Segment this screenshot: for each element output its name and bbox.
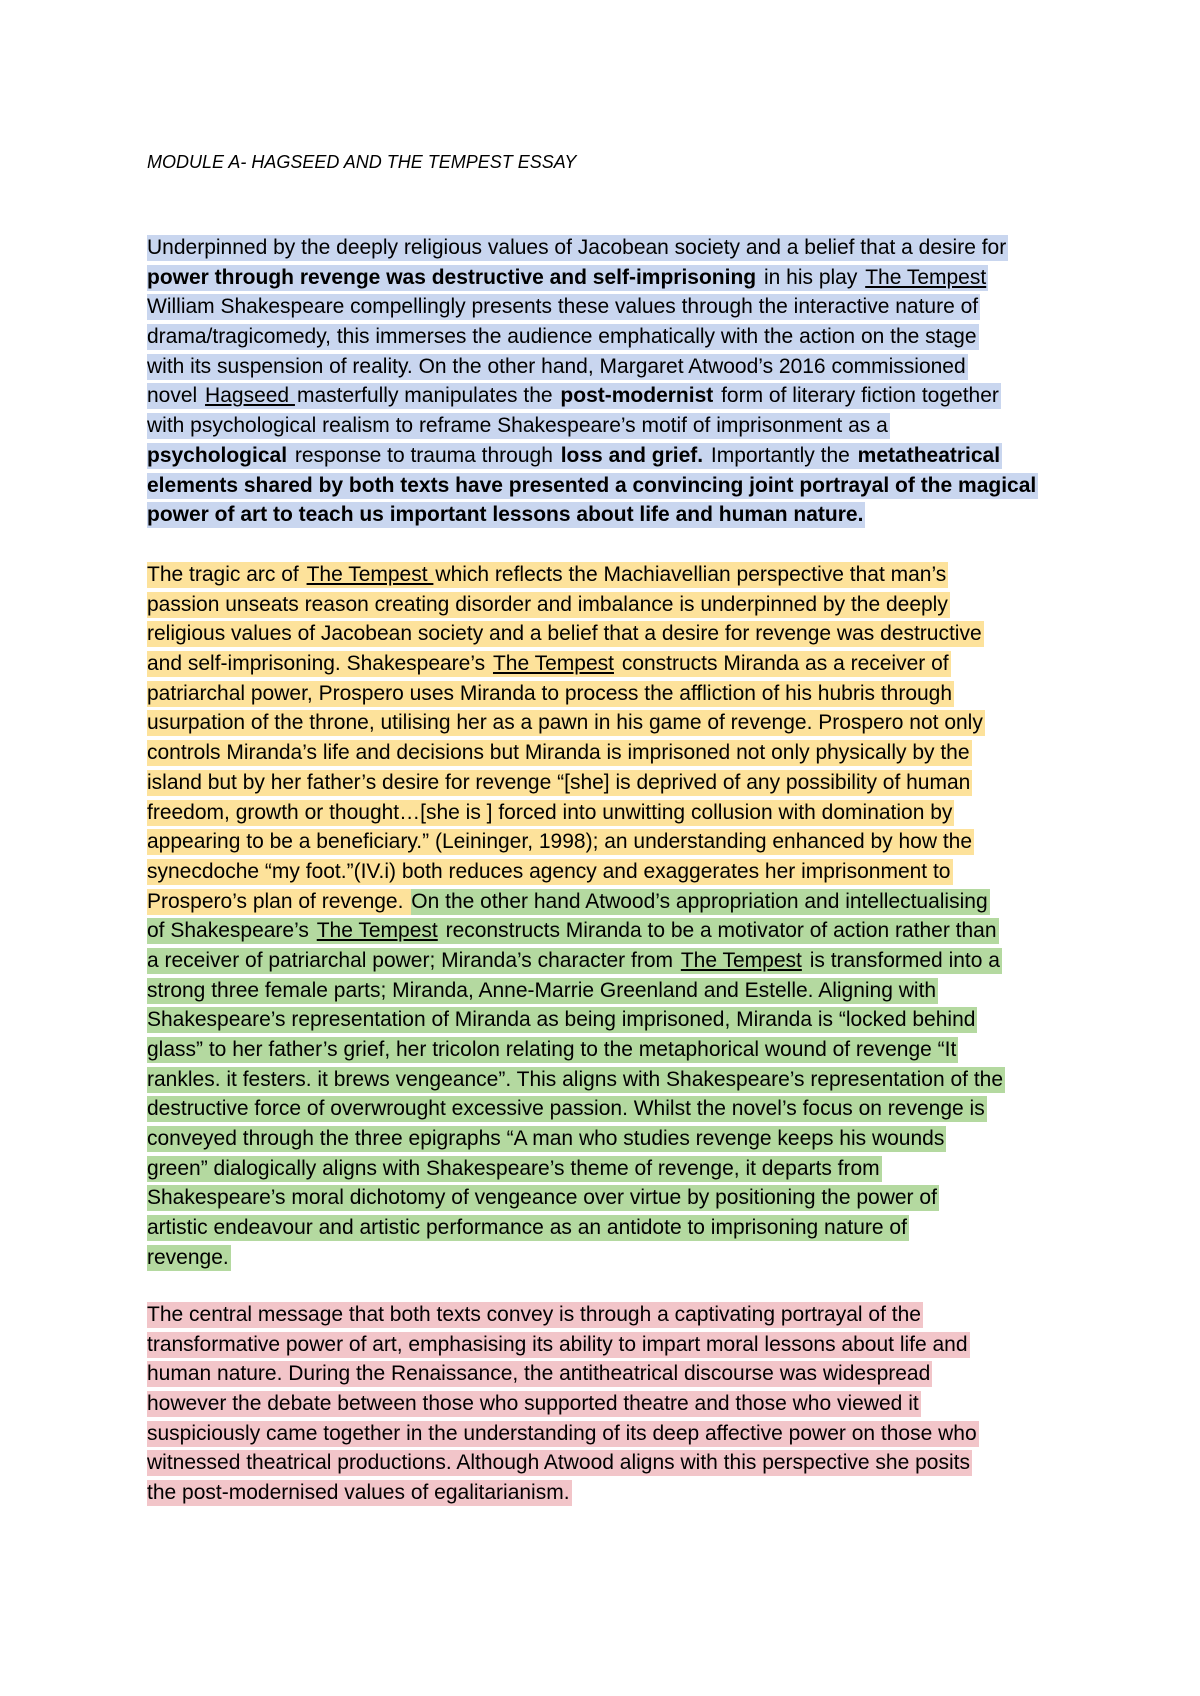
text-run: The tragic arc of — [147, 563, 305, 586]
text-run: Shakespeare’s representation of Miranda as being imprisoned, Miranda is “locked behind — [147, 1008, 976, 1032]
text-run: strong three female parts; Miranda, Anne-Marrie Greenland and Estelle. Aligning with — [147, 978, 937, 1002]
text-run: the post-modernised values of egalitarianism. — [147, 1481, 570, 1505]
title-reference: Hagseed — [205, 384, 295, 408]
text-line — [147, 1035, 1077, 1065]
text-run: synecdoche “my foot.”(IV.i) both reduces agency and exaggerates her imprisonment to — [147, 859, 951, 883]
text-run: island but by her father’s desire for revenge “[she] is deprived of any possibility of human — [147, 770, 971, 794]
bold-text: post-modernist — [560, 384, 714, 408]
text-line — [147, 1419, 1077, 1449]
text-run: suspiciously came together in the understanding of its deep affective power on those who — [147, 1421, 977, 1445]
text-run: revenge. — [147, 1245, 229, 1269]
text-line — [147, 322, 1077, 352]
text-line — [147, 381, 1077, 411]
title-reference: The Tempest — [492, 652, 614, 676]
text-run: appearing to be a beneficiary.” (Leininger, 1998); an understanding enhanced by how the — [147, 830, 973, 854]
text-line — [147, 827, 1077, 857]
title-reference: The Tempest — [680, 948, 802, 972]
text-run: is transformed into a — [803, 948, 1000, 972]
text-run: destructive force of overwrought excessive passion. Whilst the novel’s focus on revenge is — [147, 1097, 985, 1121]
text-run: passion unseats reason creating disorder and imbalance is underpinned by the deeply — [147, 592, 948, 616]
text-line — [147, 1330, 1077, 1360]
text-line — [147, 411, 1077, 441]
text-line — [147, 857, 1077, 887]
text-run: The central message that both texts convey is through a captivating portrayal of the — [147, 1303, 921, 1326]
text-run: a receiver of patriarchal power; Miranda’s character from — [147, 948, 679, 972]
text-run: however the debate between those who supported theatre and those who viewed it — [147, 1392, 919, 1416]
text-run: rankles. it festers. it brews vengeance”. This aligns with Shakespeare’s representation of the — [147, 1067, 1004, 1091]
text-line — [147, 679, 1077, 709]
paragraph-body-2 — [147, 1300, 1077, 1508]
text-line — [147, 887, 1077, 917]
text-line — [147, 976, 1077, 1006]
title-reference: The Tempest — [306, 563, 434, 586]
paragraph-introduction — [147, 233, 1077, 530]
text-line — [147, 1124, 1077, 1154]
text-line — [147, 1478, 1077, 1508]
text-line — [147, 1213, 1077, 1243]
text-line — [147, 471, 1077, 501]
text-line — [147, 649, 1077, 679]
text-line — [147, 500, 1077, 530]
text-run: patriarchal power, Prospero uses Miranda to process the affliction of his hubris through — [147, 681, 953, 705]
text-run: constructs Miranda as a receiver of — [615, 652, 949, 676]
text-run: green” dialogically aligns with Shakespeare’s theme of revenge, it departs from — [147, 1156, 880, 1180]
text-run: novel — [147, 384, 204, 408]
text-run: human nature. During the Renaissance, the antitheatrical discourse was widespread — [147, 1362, 931, 1386]
bold-text: loss and grief. — [560, 443, 704, 467]
title-reference: The Tempest — [865, 265, 987, 289]
document-title: MODULE A- HAGSEED AND THE TEMPEST ESSAY — [147, 152, 577, 172]
text-run: artistic endeavour and artistic performance as an antidote to imprisoning nature of — [147, 1216, 907, 1240]
text-run: drama/tragicomedy, this immerses the audience emphatically with the action on the stage — [147, 325, 977, 349]
text-run: with its suspension of reality. On the other hand, Margaret Atwood’s 2016 commissioned — [147, 354, 966, 378]
text-line — [147, 590, 1077, 620]
bold-text: metatheatrical — [857, 443, 1001, 467]
text-line — [147, 352, 1077, 382]
text-line — [147, 263, 1077, 293]
text-line — [147, 1300, 1077, 1330]
text-line — [147, 619, 1077, 649]
text-run: which reflects the Machiavellian perspective that man’s — [435, 563, 947, 586]
text-run: On the other hand Atwood’s appropriation and intellectualising — [411, 889, 988, 913]
text-run: and self-imprisoning. Shakespeare’s — [147, 652, 491, 676]
text-line — [147, 1389, 1077, 1419]
text-line — [147, 1005, 1077, 1035]
text-run: masterfully manipulates the — [296, 384, 559, 408]
text-run: response to trauma through — [289, 443, 559, 467]
text-run: Underpinned by the deeply religious values of Jacobean society and a belief that a desire for — [147, 236, 1007, 259]
text-run: conveyed through the three epigraphs “A man who studies revenge keeps his wounds — [147, 1127, 945, 1151]
text-run: form of literary fiction together — [715, 384, 999, 408]
bold-text: power of art to teach us important lessons about life and human nature. — [147, 503, 864, 527]
text-run: usurpation of the throne, utilising her as a pawn in his game of revenge. Prospero not only — [147, 711, 983, 735]
text-line — [147, 1448, 1077, 1478]
text-line — [147, 1359, 1077, 1389]
text-run: Shakespeare’s moral dichotomy of vengeance over virtue by positioning the power of — [147, 1186, 937, 1210]
text-line — [147, 768, 1077, 798]
text-run: of Shakespeare’s — [147, 919, 315, 943]
text-run: Importantly the — [705, 443, 856, 467]
text-line — [147, 441, 1077, 471]
text-line — [147, 292, 1077, 322]
text-line — [147, 1154, 1077, 1184]
text-run: witnessed theatrical productions. Although Atwood aligns with this perspective she posits — [147, 1451, 970, 1475]
text-run: William Shakespeare compellingly presents these values through the interactive nature of — [147, 295, 979, 319]
text-line — [147, 916, 1077, 946]
text-run: in his play — [758, 265, 864, 289]
title-reference: The Tempest — [316, 919, 438, 943]
text-line — [147, 1243, 1077, 1273]
text-run: reconstructs Miranda to be a motivator of action rather than — [439, 919, 997, 943]
paragraph-body-1 — [147, 560, 1077, 1273]
bold-text: psychological — [147, 443, 288, 467]
text-line — [147, 946, 1077, 976]
text-line — [147, 1094, 1077, 1124]
text-line — [147, 233, 1077, 263]
text-line — [147, 798, 1077, 828]
bold-text: elements shared by both texts have presented a convincing joint portrayal of the magical — [147, 473, 1037, 497]
text-run: with psychological realism to reframe Shakespeare’s motif of imprisonment as a — [147, 414, 888, 438]
text-line — [147, 1065, 1077, 1095]
text-line — [147, 738, 1077, 768]
text-run: glass” to her father’s grief, her tricolon relating to the metaphorical wound of revenge “It — [147, 1038, 957, 1061]
text-run: religious values of Jacobean society and a belief that a desire for revenge was destructive — [147, 622, 982, 646]
text-run: transformative power of art, emphasising its ability to impart moral lessons about life and — [147, 1332, 968, 1356]
text-run: controls Miranda’s life and decisions but Miranda is imprisoned not only physically by the — [147, 741, 970, 765]
text-line — [147, 708, 1077, 738]
text-line — [147, 560, 1077, 590]
bold-text: power through revenge was destructive and self-imprisoning — [147, 265, 757, 289]
text-run: Prospero’s plan of revenge. — [147, 889, 410, 913]
text-run: freedom, growth or thought…[she is ] forced into unwitting collusion with domination by — [147, 800, 953, 824]
text-line — [147, 1183, 1077, 1213]
